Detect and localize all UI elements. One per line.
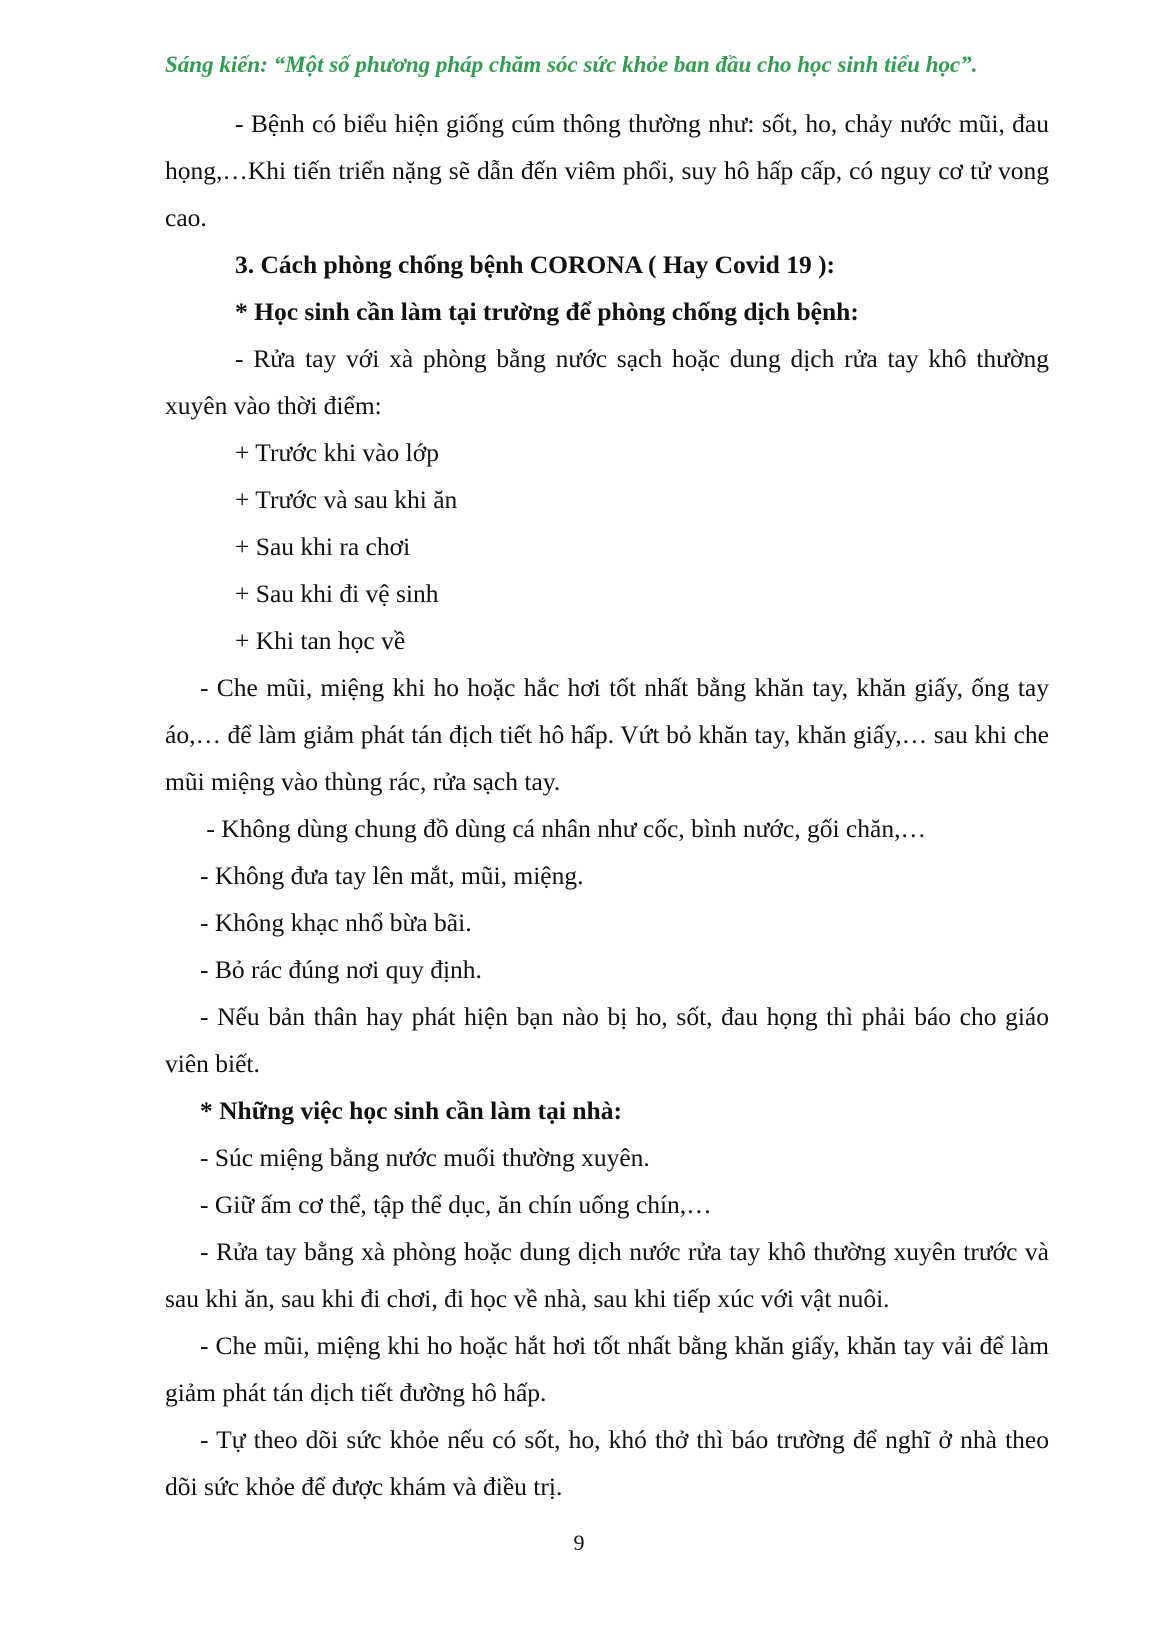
paragraph-keep-warm: - Giữ ấm cơ thể, tập thể dục, ăn chín uống chín,… xyxy=(200,1190,712,1219)
paragraph-symptoms: - Bệnh có biểu hiện giống cúm thông thường như: sốt, ho, chảy nước mũi, đau họng,…Khi tiến triển nặng sẽ dẫn đến viêm phổi, suy hô hấp cấp, có nguy cơ tử vong cao. xyxy=(165,109,1049,232)
paragraph-hand-washing-home: - Rửa tay bằng xà phòng hoặc dung dịch nước rửa tay khô thường xuyên trước và sau khi ăn, sau khi đi chơi, đi học về nhà, sau khi tiếp xúc với vật nuôi. xyxy=(165,1237,1049,1313)
list-item: + Khi tan học về xyxy=(235,626,406,655)
paragraph-no-spitting: - Không khạc nhổ bừa bãi. xyxy=(200,908,472,937)
paragraph-cover-mouth: - Che mũi, miệng khi ho hoặc hắc hơi tốt nhất bằng khăn tay, khăn giấy, ống tay áo,… để làm giảm phát tán địch tiết hô hấp. Vứt bỏ khăn tay, khăn giấy,… sau khi che mũi miệng vào thùng rác, rửa sạch tay. xyxy=(165,673,1049,796)
paragraph-gargle: - Súc miệng bằng nước muối thường xuyên. xyxy=(200,1143,650,1172)
paragraph-self-monitor: - Tự theo dõi sức khỏe nếu có sốt, ho, khó thở thì báo trường để nghĩ ở nhà theo dõi sức khỏe để được khám và điều trị. xyxy=(165,1425,1049,1501)
document-body xyxy=(165,100,1049,1510)
list-item: + Trước và sau khi ăn xyxy=(235,485,458,514)
subheading-at-home: * Những việc học sinh cần làm tại nhà: xyxy=(200,1096,622,1125)
list-item: + Sau khi ra chơi xyxy=(235,532,411,561)
list-item: + Sau khi đi vệ sinh xyxy=(235,579,439,608)
page-number: 9 xyxy=(573,1530,585,1555)
paragraph-no-sharing: - Không dùng chung đồ dùng cá nhân như cốc, bình nước, gối chăn,… xyxy=(200,814,926,843)
hand-washing-times-list xyxy=(165,429,1049,664)
section-heading-prevention: 3. Cách phòng chống bệnh CORONA ( Hay Covid 19 ): xyxy=(235,250,836,279)
subheading-at-school: * Học sinh cần làm tại trường để phòng chống dịch bệnh: xyxy=(235,297,859,326)
list-item: + Trước khi vào lớp xyxy=(235,438,439,467)
document-header-title: Sáng kiến: “Một số phương pháp chăm sóc sức khỏe ban đầu cho học sinh tiểu học”. xyxy=(165,52,978,77)
paragraph-no-touching: - Không đưa tay lên mắt, mũi, miệng. xyxy=(200,861,584,890)
paragraph-trash: - Bỏ rác đúng nơi quy định. xyxy=(200,955,482,984)
paragraph-hand-washing: - Rửa tay với xà phòng bằng nước sạch hoặc dung dịch rửa tay khô thường xuyên vào thời điểm: xyxy=(165,344,1049,420)
paragraph-cover-mouth-home: - Che mũi, miệng khi ho hoặc hắt hơi tốt nhất bằng khăn giấy, khăn tay vải để làm giảm phát tán dịch tiết đường hô hấp. xyxy=(165,1331,1049,1407)
paragraph-report-teacher: - Nếu bản thân hay phát hiện bạn nào bị ho, sốt, đau họng thì phải báo cho giáo viên biết. xyxy=(165,1002,1049,1078)
